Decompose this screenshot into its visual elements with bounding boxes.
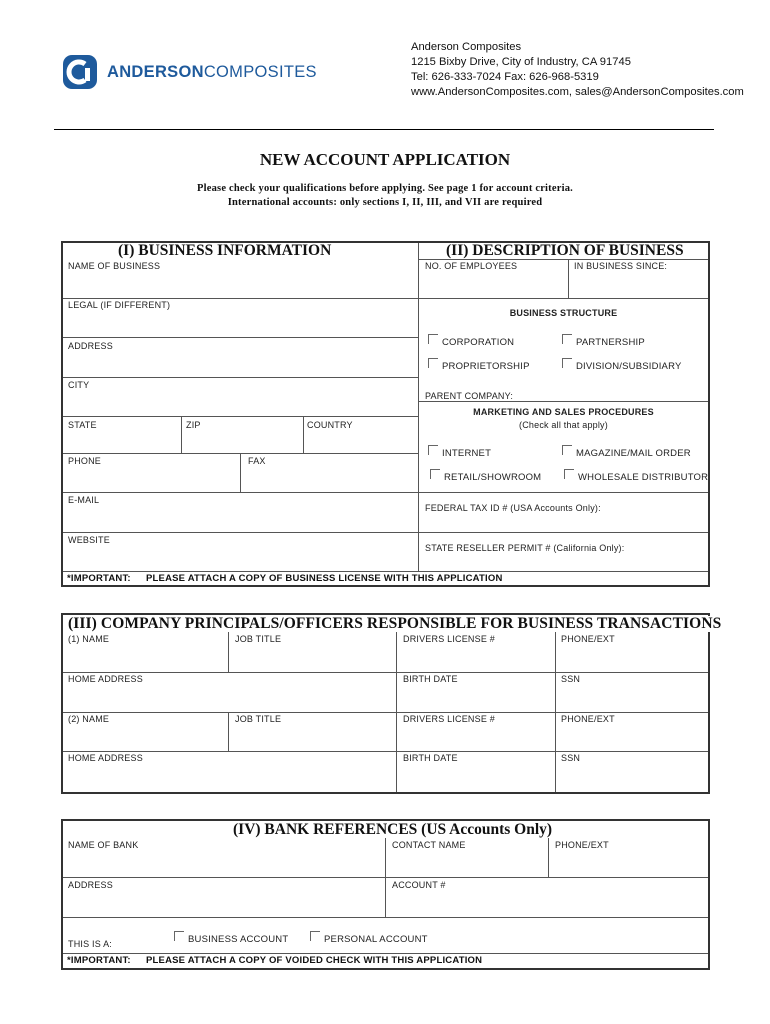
important-label-2: *IMPORTANT: — [67, 955, 131, 966]
partnership-label: PARTNERSHIP — [576, 337, 645, 348]
employees-label: NO. OF EMPLOYEES — [425, 261, 518, 271]
principal-2-birth-label: BIRTH DATE — [403, 753, 458, 763]
business-account-label: BUSINESS ACCOUNT — [188, 934, 289, 945]
phone-label: PHONE — [68, 456, 102, 466]
wholesale-label: WHOLESALE DISTRIBUTOR — [578, 472, 709, 483]
email-field[interactable] — [64, 506, 416, 530]
bank-contact-label: CONTACT NAME — [392, 840, 466, 850]
principal-1-ssn-label: SSN — [561, 674, 581, 684]
principal-1-phone-field[interactable] — [557, 645, 706, 670]
employees-field[interactable] — [420, 272, 566, 296]
business-account-checkbox[interactable] — [174, 931, 184, 941]
principal-2-home-field[interactable] — [64, 764, 394, 790]
proprietorship-label: PROPRIETORSHIP — [442, 361, 530, 372]
city-field[interactable] — [64, 391, 416, 415]
principal-2-license-label: DRIVERS LICENSE # — [403, 714, 495, 724]
marketing-subheading: (Check all that apply) — [519, 420, 608, 430]
retail-checkbox[interactable] — [430, 469, 440, 479]
bank-contact-field[interactable] — [387, 851, 546, 875]
principal-2-name-label: (2) NAME — [68, 714, 110, 724]
principal-1-birth-field[interactable] — [398, 685, 553, 710]
company-logo — [63, 55, 323, 91]
legal-label: LEGAL (IF DIFFERENT) — [68, 300, 171, 310]
principal-1-job-label: JOB TITLE — [235, 634, 282, 644]
section-4-title: (IV) BANK REFERENCES (US Accounts Only) — [233, 821, 553, 838]
city-label: CITY — [68, 380, 90, 390]
section-2-title: (II) DESCRIPTION OF BUSINESS — [446, 242, 684, 259]
principal-1-job-field[interactable] — [230, 645, 394, 670]
internet-checkbox[interactable] — [428, 445, 438, 455]
bank-phone-label: PHONE/EXT — [555, 840, 609, 850]
parent-company-field[interactable] — [500, 384, 706, 400]
this-is-a-label: THIS IS A: — [68, 939, 113, 949]
legal-name-field[interactable] — [64, 311, 416, 335]
partnership-checkbox[interactable] — [562, 334, 572, 344]
principal-2-license-field[interactable] — [398, 725, 553, 749]
division-checkbox[interactable] — [562, 358, 572, 368]
bank-address-label: ADDRESS — [68, 880, 113, 890]
parent-company-label: PARENT COMPANY: — [425, 391, 514, 400]
bank-name-label: NAME OF BANK — [68, 840, 139, 850]
company-phone-line: Tel: 626-333-7024 Fax: 626-968-5319 — [411, 71, 599, 83]
section-1-title: (I) BUSINESS INFORMATION — [118, 242, 332, 259]
logo-name-bold: ANDERSON — [107, 63, 204, 81]
principal-2-ssn-label: SSN — [561, 753, 581, 763]
name-of-business-label: NAME OF BUSINESS — [68, 261, 161, 271]
principal-1-name-field[interactable] — [64, 645, 226, 670]
subtitle-line-1: Please check your qualifications before applying. See page 1 for account criteria. — [197, 183, 573, 194]
principal-2-birth-field[interactable] — [398, 764, 553, 790]
principal-1-phone-label: PHONE/EXT — [561, 634, 615, 644]
section-3-title: (III) COMPANY PRINCIPALS/OFFICERS RESPONSIBLE FOR BUSINESS TRANSACTIONS — [68, 615, 722, 632]
bank-phone-field[interactable] — [550, 851, 706, 875]
principal-1-ssn-field[interactable] — [557, 685, 706, 710]
internet-label: INTERNET — [442, 448, 492, 459]
reseller-permit-field[interactable] — [420, 554, 706, 569]
marketing-heading: MARKETING AND SALES PROCEDURES — [473, 407, 654, 417]
principal-1-home-label: HOME ADDRESS — [68, 674, 143, 684]
company-street-line: 1215 Bixby Drive, City of Industry, CA 91745 — [411, 56, 631, 68]
personal-account-label: PERSONAL ACCOUNT — [324, 934, 428, 945]
company-address-block — [411, 40, 744, 100]
country-label: COUNTRY — [307, 420, 353, 430]
federal-tax-label: FEDERAL TAX ID # (USA Accounts Only): — [425, 503, 601, 513]
principal-1-license-field[interactable] — [398, 645, 553, 670]
principal-1-birth-label: BIRTH DATE — [403, 674, 458, 684]
page-title: NEW ACCOUNT APPLICATION — [259, 150, 511, 169]
zip-label: ZIP — [186, 420, 201, 430]
fax-field[interactable] — [242, 467, 416, 490]
website-field[interactable] — [64, 546, 416, 569]
principal-2-ssn-field[interactable] — [557, 764, 706, 790]
division-label: DIVISION/SUBSIDIARY — [576, 361, 682, 372]
reseller-permit-label: STATE RESELLER PERMIT # (California Only): — [425, 543, 625, 553]
state-field[interactable] — [64, 431, 179, 451]
corporation-checkbox[interactable] — [428, 334, 438, 344]
personal-account-checkbox[interactable] — [310, 931, 320, 941]
address-label: ADDRESS — [68, 341, 113, 351]
company-name-line: Anderson Composites — [411, 41, 522, 53]
in-business-since-label: IN BUSINESS SINCE: — [574, 261, 668, 271]
federal-tax-field[interactable] — [420, 514, 706, 530]
magazine-label: MAGAZINE/MAIL ORDER — [576, 448, 691, 459]
important-text-2: PLEASE ATTACH A COPY OF VOIDED CHECK WITH THIS APPLICATION — [146, 955, 483, 966]
important-text-1: PLEASE ATTACH A COPY OF BUSINESS LICENSE WITH THIS APPLICATION — [146, 573, 503, 584]
state-label: STATE — [68, 420, 97, 430]
wholesale-checkbox[interactable] — [564, 469, 574, 479]
principal-2-home-label: HOME ADDRESS — [68, 753, 143, 763]
principal-2-job-label: JOB TITLE — [235, 714, 282, 724]
corporation-label: CORPORATION — [442, 337, 515, 348]
zip-field[interactable] — [183, 431, 301, 451]
account-number-label: ACCOUNT # — [392, 880, 446, 890]
principal-2-job-field[interactable] — [230, 725, 394, 749]
in-business-since-field[interactable] — [570, 272, 706, 296]
bank-address-field[interactable] — [64, 891, 383, 915]
subtitle-line-2: International accounts: only sections I, II, III, and VII are required — [227, 197, 543, 208]
logo-name-light: COMPOSITES — [203, 63, 317, 81]
principal-1-home-field[interactable] — [64, 685, 394, 710]
logo-mark-icon — [63, 55, 97, 89]
principal-1-license-label: DRIVERS LICENSE # — [403, 634, 495, 644]
company-web-line: www.AndersonComposites.com, sales@AndersonComposites.com — [411, 86, 744, 98]
important-label-1: *IMPORTANT: — [67, 573, 131, 584]
country-field[interactable] — [305, 431, 416, 451]
principal-2-phone-label: PHONE/EXT — [561, 714, 615, 724]
email-label: E-MAIL — [68, 495, 100, 505]
name-of-business-field[interactable] — [64, 272, 416, 296]
principal-1-name-label: (1) NAME — [68, 634, 110, 644]
principal-2-phone-field[interactable] — [557, 725, 706, 749]
website-label: WEBSITE — [68, 535, 110, 545]
proprietorship-checkbox[interactable] — [428, 358, 438, 368]
account-number-field[interactable] — [387, 891, 706, 915]
bank-name-field[interactable] — [64, 851, 383, 875]
magazine-checkbox[interactable] — [562, 445, 572, 455]
retail-label: RETAIL/SHOWROOM — [444, 472, 542, 483]
header-divider — [54, 129, 714, 130]
phone-field[interactable] — [64, 467, 238, 490]
fax-label: FAX — [248, 456, 266, 466]
address-field[interactable] — [64, 352, 416, 376]
business-structure-heading: BUSINESS STRUCTURE — [509, 308, 618, 318]
principal-2-name-field[interactable] — [64, 725, 226, 749]
